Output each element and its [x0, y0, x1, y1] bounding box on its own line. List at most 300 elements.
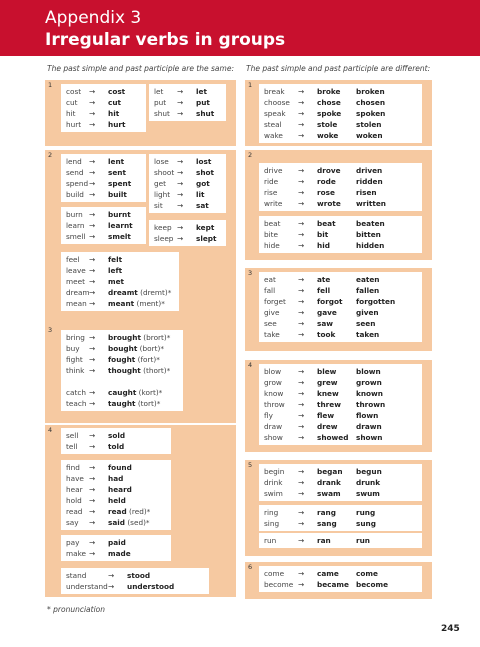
past-form: sang — [317, 519, 337, 528]
pronunciation: (bort)* — [137, 344, 164, 353]
past-form: drank — [317, 478, 341, 487]
base-form: read — [66, 507, 83, 516]
past-form: cost — [108, 87, 126, 96]
arrow-icon: → — [89, 355, 96, 364]
base-form: fall — [264, 286, 276, 295]
arrow-icon: → — [89, 399, 96, 408]
arrow-icon: → — [177, 223, 184, 232]
past-participle: taken — [356, 330, 380, 339]
base-form: see — [264, 319, 277, 328]
arrow-icon: → — [177, 234, 184, 243]
past-form: ate — [317, 275, 331, 284]
pronunciation: (sed)* — [125, 518, 150, 527]
base-form: feel — [66, 255, 80, 264]
past-form: told — [108, 442, 125, 451]
arrow-icon: → — [298, 219, 305, 228]
past-participle: forgotten — [356, 297, 396, 306]
past-participle: risen — [356, 188, 377, 197]
verb-box — [259, 505, 422, 531]
past-form: put — [196, 98, 210, 107]
arrow-icon: → — [298, 400, 305, 409]
past-form: built — [108, 190, 127, 199]
base-form: shut — [154, 109, 170, 118]
base-form: burn — [66, 210, 83, 219]
group-number: 3 — [248, 269, 253, 277]
past-form: had — [108, 474, 124, 483]
base-form: become — [264, 580, 294, 589]
past-form: broke — [317, 87, 341, 96]
pronunciation: (thort)* — [140, 366, 171, 375]
past-form: gave — [317, 308, 337, 317]
page-title: Irregular verbs in groups — [45, 30, 286, 50]
past-form: cut — [108, 98, 122, 107]
base-form: lend — [66, 157, 82, 166]
arrow-icon: → — [89, 431, 96, 440]
past-form: made — [108, 549, 131, 558]
past-form: meant (ment)* — [108, 299, 165, 308]
past-form: stood — [127, 571, 151, 580]
base-form: ride — [264, 177, 279, 186]
right-group-2 — [245, 150, 432, 260]
arrow-icon: → — [89, 232, 96, 241]
past-form: beat — [317, 219, 336, 228]
base-form: get — [154, 179, 166, 188]
pronunciation: (red)* — [126, 507, 151, 516]
past-participle: driven — [356, 166, 383, 175]
verb-box — [61, 535, 171, 561]
arrow-icon: → — [108, 582, 115, 591]
past-participle: spoken — [356, 109, 386, 118]
base-form: cut — [66, 98, 78, 107]
base-form: eat — [264, 275, 276, 284]
past-form: rode — [317, 177, 336, 186]
base-form: smell — [66, 232, 86, 241]
past-form: taught (tort)* — [108, 399, 161, 408]
past-form: forgot — [317, 297, 343, 306]
left-group-4 — [45, 425, 236, 597]
past-form: wrote — [317, 199, 341, 208]
verb-box — [61, 568, 209, 594]
past-form: said (sed)* — [108, 518, 150, 527]
verb-box — [149, 84, 226, 121]
arrow-icon: → — [89, 463, 96, 472]
verb-box — [61, 460, 171, 530]
past-form: paid — [108, 538, 126, 547]
past-form: hit — [108, 109, 120, 118]
base-form: give — [264, 308, 280, 317]
right-column-heading: The past simple and past participle are different: — [246, 64, 431, 73]
verb-box — [61, 330, 183, 411]
pronunciation: (tort)* — [135, 399, 161, 408]
base-form: ring — [264, 508, 279, 517]
past-form: drove — [317, 166, 341, 175]
past-form: dreamt (dremt)* — [108, 288, 172, 297]
past-form: understood — [127, 582, 175, 591]
past-form: knew — [317, 389, 339, 398]
right-group-5 — [245, 460, 432, 556]
past-participle: blown — [356, 367, 381, 376]
base-form: come — [264, 569, 285, 578]
past-form: lost — [196, 157, 212, 166]
base-form: hurt — [66, 120, 82, 129]
past-form: brought (brort)* — [108, 333, 171, 342]
past-form: shot — [196, 168, 215, 177]
arrow-icon: → — [177, 109, 184, 118]
base-form: steal — [264, 120, 282, 129]
group-number: 2 — [248, 151, 253, 159]
base-form: swim — [264, 489, 283, 498]
past-participle: grown — [356, 378, 382, 387]
base-form: find — [66, 463, 80, 472]
base-form: throw — [264, 400, 285, 409]
base-form: buy — [66, 344, 80, 353]
base-form: lose — [154, 157, 169, 166]
base-form: fly — [264, 411, 273, 420]
base-form: write — [264, 199, 283, 208]
arrow-icon: → — [89, 344, 96, 353]
past-form: smelt — [108, 232, 131, 241]
left-group-3 — [45, 325, 236, 423]
past-form: rose — [317, 188, 335, 197]
past-form: shut — [196, 109, 215, 118]
past-participle: beaten — [356, 219, 385, 228]
arrow-icon: → — [298, 241, 305, 250]
past-form: woke — [317, 131, 339, 140]
base-form: let — [154, 87, 164, 96]
base-form: blow — [264, 367, 282, 376]
past-form: lit — [196, 190, 205, 199]
base-form: tell — [66, 442, 78, 451]
right-group-4 — [245, 360, 432, 452]
past-participle: thrown — [356, 400, 386, 409]
base-form: grow — [264, 378, 282, 387]
arrow-icon: → — [298, 230, 305, 239]
page-header — [0, 0, 480, 56]
right-group-6 — [245, 562, 432, 599]
arrow-icon: → — [298, 319, 305, 328]
base-form: pay — [66, 538, 80, 547]
base-form: say — [66, 518, 79, 527]
arrow-icon: → — [298, 411, 305, 420]
past-form: heard — [108, 485, 132, 494]
arrow-icon: → — [298, 519, 305, 528]
base-form: hide — [264, 241, 280, 250]
past-form: chose — [317, 98, 341, 107]
arrow-icon: → — [89, 333, 96, 342]
base-form: sit — [154, 201, 163, 210]
arrow-icon: → — [89, 518, 96, 527]
past-form: thought (thort)* — [108, 366, 171, 375]
appendix-label: Appendix 3 — [45, 8, 142, 28]
group-number: 4 — [248, 361, 253, 369]
arrow-icon: → — [298, 367, 305, 376]
past-participle: written — [356, 199, 386, 208]
arrow-icon: → — [89, 549, 96, 558]
arrow-icon: → — [177, 179, 184, 188]
base-form: draw — [264, 422, 283, 431]
past-participle: become — [356, 580, 389, 589]
base-form: choose — [264, 98, 290, 107]
arrow-icon: → — [177, 201, 184, 210]
past-participle: known — [356, 389, 383, 398]
arrow-icon: → — [89, 190, 96, 199]
past-participle: shown — [356, 433, 383, 442]
arrow-icon: → — [89, 299, 96, 308]
past-form: grew — [317, 378, 338, 387]
base-form: send — [66, 168, 84, 177]
past-participle: eaten — [356, 275, 380, 284]
past-form: ran — [317, 536, 331, 545]
past-form: kept — [196, 223, 215, 232]
past-form: swam — [317, 489, 341, 498]
past-form: felt — [108, 255, 123, 264]
base-form: make — [66, 549, 87, 558]
past-form: blew — [317, 367, 337, 376]
past-form: found — [108, 463, 132, 472]
past-participle: come — [356, 569, 378, 578]
arrow-icon: → — [89, 255, 96, 264]
verb-box — [61, 84, 146, 132]
arrow-icon: → — [298, 422, 305, 431]
past-form: showed — [317, 433, 349, 442]
arrow-icon: → — [89, 277, 96, 286]
base-form: know — [264, 389, 284, 398]
past-form: met — [108, 277, 125, 286]
verb-box — [149, 220, 226, 246]
base-form: dream — [66, 288, 90, 297]
past-form: fell — [317, 286, 331, 295]
pronunciation: (dremt)* — [137, 288, 172, 297]
arrow-icon: → — [298, 536, 305, 545]
base-form: catch — [66, 388, 86, 397]
base-form: bring — [66, 333, 85, 342]
arrow-icon: → — [89, 98, 96, 107]
past-participle: run — [356, 536, 370, 545]
past-participle: hidden — [356, 241, 385, 250]
past-form: came — [317, 569, 339, 578]
base-form: mean — [66, 299, 87, 308]
pronunciation: (ment)* — [134, 299, 165, 308]
footnote: * pronunciation — [47, 605, 105, 614]
arrow-icon: → — [177, 87, 184, 96]
base-form: spend — [66, 179, 89, 188]
arrow-icon: → — [298, 131, 305, 140]
past-form: stole — [317, 120, 338, 129]
past-participle: given — [356, 308, 379, 317]
arrow-icon: → — [108, 571, 115, 580]
arrow-icon: → — [89, 442, 96, 451]
arrow-icon: → — [177, 190, 184, 199]
base-form: keep — [154, 223, 172, 232]
base-form: understand — [66, 582, 108, 591]
past-form: began — [317, 467, 343, 476]
past-form: sold — [108, 431, 126, 440]
arrow-icon: → — [298, 433, 305, 442]
verb-box — [149, 154, 226, 213]
past-participle: rung — [356, 508, 376, 517]
base-form: bite — [264, 230, 279, 239]
group-number: 2 — [48, 151, 53, 159]
arrow-icon: → — [89, 288, 96, 297]
arrow-icon: → — [89, 366, 96, 375]
past-participle: broken — [356, 87, 385, 96]
arrow-icon: → — [298, 478, 305, 487]
arrow-icon: → — [89, 496, 96, 505]
arrow-icon: → — [298, 177, 305, 186]
past-form: got — [196, 179, 210, 188]
arrow-icon: → — [298, 467, 305, 476]
base-form: teach — [66, 399, 87, 408]
arrow-icon: → — [177, 98, 184, 107]
past-participle: ridden — [356, 177, 383, 186]
base-form: think — [66, 366, 85, 375]
arrow-icon: → — [89, 388, 96, 397]
base-form: break — [264, 87, 285, 96]
past-form: spent — [108, 179, 132, 188]
past-form: caught (kort)* — [108, 388, 163, 397]
past-form: hurt — [108, 120, 126, 129]
past-form: drew — [317, 422, 338, 431]
past-form: rang — [317, 508, 336, 517]
past-form: threw — [317, 400, 341, 409]
base-form: hear — [66, 485, 83, 494]
group-number: 1 — [248, 81, 253, 89]
left-group-1 — [45, 80, 236, 146]
arrow-icon: → — [298, 308, 305, 317]
arrow-icon: → — [89, 168, 96, 177]
past-participle: stolen — [356, 120, 382, 129]
base-form: begin — [264, 467, 285, 476]
verb-box — [259, 216, 422, 253]
arrow-icon: → — [298, 166, 305, 175]
right-group-3 — [245, 268, 432, 351]
base-form: meet — [66, 277, 85, 286]
base-form: hit — [66, 109, 76, 118]
right-group-1 — [245, 80, 432, 146]
past-form: hid — [317, 241, 330, 250]
arrow-icon: → — [298, 297, 305, 306]
past-participle: flown — [356, 411, 379, 420]
arrow-icon: → — [89, 109, 96, 118]
past-form: fought (fort)* — [108, 355, 160, 364]
arrow-icon: → — [298, 188, 305, 197]
past-form: saw — [317, 319, 334, 328]
base-form: hold — [66, 496, 82, 505]
arrow-icon: → — [89, 87, 96, 96]
arrow-icon: → — [298, 109, 305, 118]
base-form: take — [264, 330, 280, 339]
base-form: have — [66, 474, 84, 483]
arrow-icon: → — [89, 507, 96, 516]
past-form: sat — [196, 201, 209, 210]
verb-box — [61, 252, 179, 311]
past-form: learnt — [108, 221, 133, 230]
base-form: build — [66, 190, 84, 199]
base-form: stand — [66, 571, 87, 580]
past-participle: sung — [356, 519, 376, 528]
arrow-icon: → — [89, 157, 96, 166]
base-form: drive — [264, 166, 283, 175]
verb-box — [61, 154, 146, 202]
past-form: lent — [108, 157, 125, 166]
pronunciation: (brort)* — [140, 333, 171, 342]
past-form: read (red)* — [108, 507, 151, 516]
past-participle: seen — [356, 319, 376, 328]
arrow-icon: → — [298, 330, 305, 339]
arrow-icon: → — [298, 286, 305, 295]
base-form: leave — [66, 266, 86, 275]
past-form: sent — [108, 168, 126, 177]
arrow-icon: → — [298, 275, 305, 284]
base-form: fight — [66, 355, 83, 364]
base-form: run — [264, 536, 277, 545]
past-form: burnt — [108, 210, 131, 219]
group-number: 5 — [248, 461, 253, 469]
arrow-icon: → — [177, 157, 184, 166]
verb-box — [259, 364, 422, 445]
base-form: drink — [264, 478, 283, 487]
arrow-icon: → — [89, 538, 96, 547]
base-form: sing — [264, 519, 280, 528]
arrow-icon: → — [89, 210, 96, 219]
base-form: shoot — [154, 168, 175, 177]
base-form: show — [264, 433, 283, 442]
past-participle: chosen — [356, 98, 386, 107]
arrow-icon: → — [298, 569, 305, 578]
base-form: speak — [264, 109, 286, 118]
past-form: held — [108, 496, 126, 505]
past-form: let — [196, 87, 207, 96]
arrow-icon: → — [298, 378, 305, 387]
arrow-icon: → — [298, 580, 305, 589]
past-participle: bitten — [356, 230, 381, 239]
verb-box — [61, 428, 171, 454]
left-column-heading: The past simple and past participle are the same: — [47, 64, 234, 73]
past-participle: begun — [356, 467, 382, 476]
past-participle: swum — [356, 489, 380, 498]
left-group-2 — [45, 150, 236, 325]
arrow-icon: → — [298, 87, 305, 96]
base-form: light — [154, 190, 171, 199]
past-form: bought (bort)* — [108, 344, 164, 353]
base-form: beat — [264, 219, 281, 228]
base-form: wake — [264, 131, 283, 140]
base-form: learn — [66, 221, 85, 230]
arrow-icon: → — [89, 485, 96, 494]
arrow-icon: → — [298, 389, 305, 398]
verb-box — [259, 163, 422, 211]
base-form: rise — [264, 188, 278, 197]
verb-box — [61, 207, 146, 244]
verb-box — [259, 84, 422, 143]
past-form: became — [317, 580, 349, 589]
past-form: took — [317, 330, 336, 339]
arrow-icon: → — [89, 179, 96, 188]
group-number: 6 — [248, 563, 253, 571]
past-participle: woken — [356, 131, 383, 140]
page-number: 245 — [441, 624, 460, 634]
arrow-icon: → — [298, 508, 305, 517]
verb-box — [259, 272, 422, 342]
past-form: slept — [196, 234, 217, 243]
group-number: 1 — [48, 81, 53, 89]
pronunciation: (kort)* — [136, 388, 163, 397]
group-number: 4 — [48, 426, 53, 434]
base-form: forget — [264, 297, 286, 306]
arrow-icon: → — [177, 168, 184, 177]
base-form: sleep — [154, 234, 174, 243]
past-form: spoke — [317, 109, 342, 118]
